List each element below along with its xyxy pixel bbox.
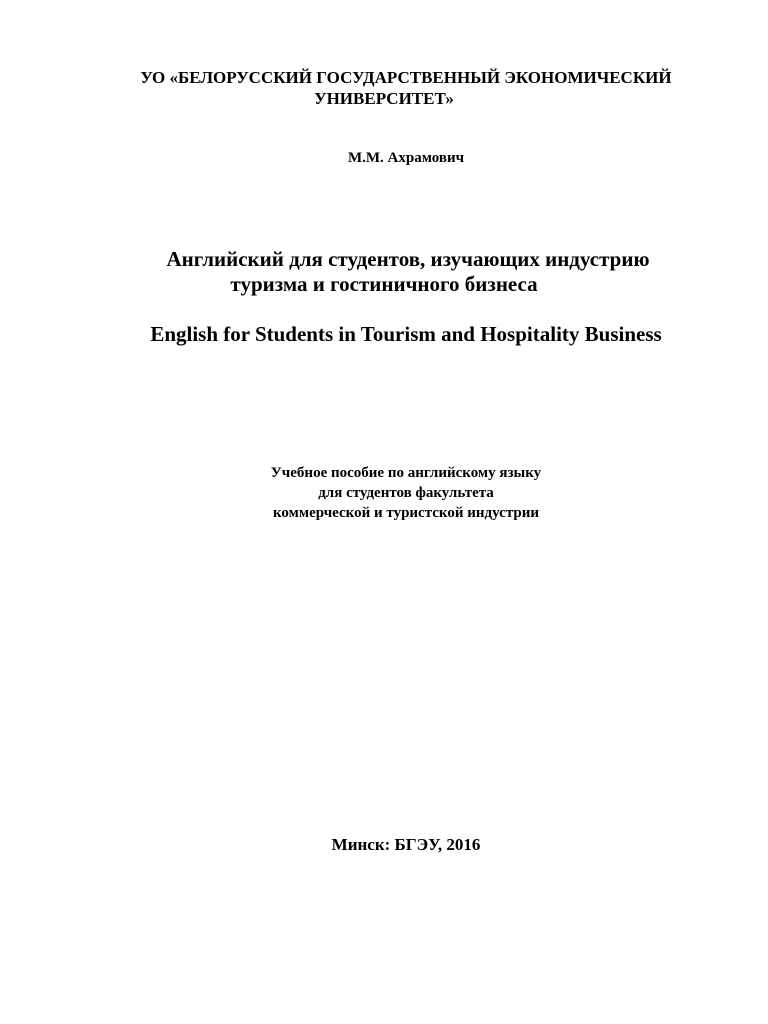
- institution-name-line-1: УО «БЕЛОРУССКИЙ ГОСУДАРСТВЕННЫЙ ЭКОНОМИЧЕСКИЙ: [140, 68, 672, 87]
- publication-imprint: Минск: БГЭУ, 2016: [331, 835, 481, 854]
- title-english: English for Students in Tourism and Hospitality Business: [150, 322, 662, 346]
- author-name: М.М. Ахрамович: [347, 150, 465, 166]
- title-russian-line-2: туризма и гостиничного бизнеса: [230, 272, 538, 296]
- subtitle-line-2: для студентов факультета: [318, 485, 494, 501]
- subtitle-line-1: Учебное пособие по английскому языку: [270, 465, 542, 481]
- title-russian-line-1: Английский для студентов, изучающих индустрию: [166, 247, 650, 271]
- subtitle-line-3: коммерческой и туристской индустрии: [272, 505, 539, 521]
- institution-name-line-2: УНИВЕРСИТЕТ»: [314, 89, 454, 108]
